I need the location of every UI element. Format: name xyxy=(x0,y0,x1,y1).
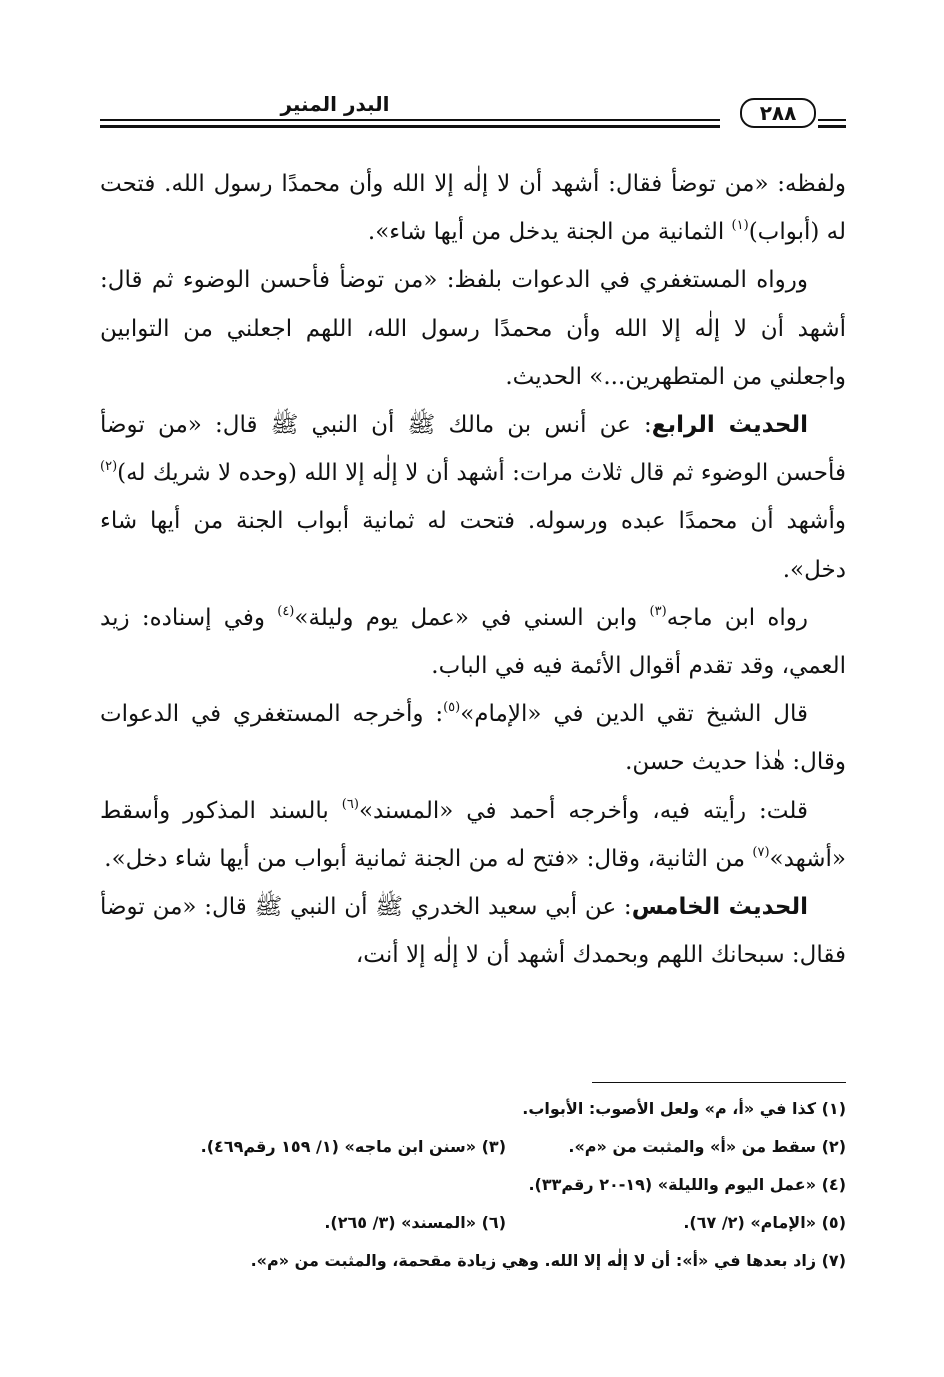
footnote: (٥) «الإمام» (٢/ ٦٧). xyxy=(683,1213,846,1232)
paragraph-text: رواه ابن ماجه xyxy=(666,604,809,631)
page-number: ٢٨٨ xyxy=(740,98,816,128)
paragraph xyxy=(100,883,846,979)
paragraph-text: قلت: رأيته فيه، وأخرجه أحمد في «المسند» xyxy=(358,797,808,824)
page-header xyxy=(100,92,846,134)
paragraph-text: : عن أنس بن مالك ﷺ أن النبي ﷺ قال: «من توضأ فأحسن الوضوء ثم قال ثلاث مرات: أشهد أن لا إلٰه إلا الله (وحده لا شريك له) xyxy=(100,412,846,487)
footnote-ref: (٥) xyxy=(443,700,461,716)
footnote-ref: (٧) xyxy=(752,844,770,860)
footnote-ref: (٤) xyxy=(277,603,295,619)
main-text xyxy=(100,160,846,979)
paragraph-text: وفي إسناده: زيد العمي، وقد تقدم أقوال الأئمة فيه في الباب. xyxy=(100,604,846,680)
footnote-ref: (٦) xyxy=(341,796,359,812)
paragraph-text: من الثانية، وقال: «فتح له من الجنة ثمانية أبواب من أيها شاء دخل». xyxy=(104,845,753,872)
paragraph xyxy=(100,160,846,256)
paragraph xyxy=(100,787,846,883)
footnote: (٦) «المسند» (٣/ ٢٦٥). xyxy=(324,1213,506,1232)
hadith-label: الحديث الخامس xyxy=(631,894,809,921)
paragraph xyxy=(100,401,846,594)
footnote-row xyxy=(100,1128,846,1166)
paragraph-text: وأشهد أن محمدًا عبده ورسوله. فتحت له ثمانية أبواب الجنة من أيها شاء دخل». xyxy=(100,508,846,583)
paragraph-text: : وأخرجه المستغفري في الدعوات وقال: هٰذا حديث حسن. xyxy=(100,701,846,776)
paragraph-text: قال الشيخ تقي الدين في «الإمام» xyxy=(460,701,808,728)
footnote-ref: (٢) xyxy=(100,459,118,475)
book-title: البدر المنير xyxy=(280,92,390,116)
paragraph xyxy=(100,594,846,690)
footnote-ref: (٣) xyxy=(649,603,667,619)
paragraph-text: ورواه المستغفري في الدعوات بلفظ: «من توضأ فأحسن الوضوء ثم قال: أشهد أن لا إلٰه إلا الله وأن محمدًا رسول الله، اللهم اجعلني من التوابين واجعلني من المتطهرين...» الحديث. xyxy=(100,267,846,390)
paragraph xyxy=(100,256,846,401)
footnote-separator xyxy=(592,1082,846,1083)
paragraph-text: وابن السني في «عمل يوم وليلة» xyxy=(294,604,650,631)
paragraph-text: بالسند المذكور وأسقط «أشهد» xyxy=(100,797,846,872)
header-rule-thin-right xyxy=(818,119,846,121)
header-rule-thick-right xyxy=(818,125,846,128)
header-rule-thick xyxy=(100,125,720,128)
paragraph-text: الثمانية من الجنة يدخل من أيها شاء». xyxy=(367,219,732,246)
footnote-row xyxy=(100,1204,846,1242)
footnote: (٤) «عمل اليوم والليلة» (١٩-٢٠ رقم٣٣). xyxy=(528,1175,846,1194)
footnotes xyxy=(100,1090,846,1280)
footnote: (٣) «سنن ابن ماجه» (١/ ١٥٩ رقم٤٦٩). xyxy=(200,1137,506,1156)
paragraph-text: ولفظه: «من توضأ فقال: أشهد أن لا إلٰه إلا الله وأن محمدًا رسول الله. فتحت له (أبواب) xyxy=(100,171,846,246)
header-rule-thin xyxy=(100,119,720,121)
paragraph-text: : عن أبي سعيد الخدري ﷺ أن النبي ﷺ قال: «من توضأ فقال: سبحانك اللهم وبحمدك أشهد أن لا إلٰه إلا أنت، xyxy=(100,894,846,969)
paragraph xyxy=(100,690,846,786)
hadith-label: الحديث الرابع xyxy=(651,412,808,439)
footnote-ref: (١) xyxy=(731,218,749,234)
footnote: (١) كذا في «أ، م» ولعل الأصوب: الأبواب. xyxy=(522,1099,846,1118)
footnote: (٢) سقط من «أ» والمثبت من «م». xyxy=(568,1137,846,1156)
footnote: (٧) زاد بعدها في «أ»: أن لا إلٰه إلا الله. وهي زيادة مقحمة، والمثبت من «م». xyxy=(250,1251,846,1270)
